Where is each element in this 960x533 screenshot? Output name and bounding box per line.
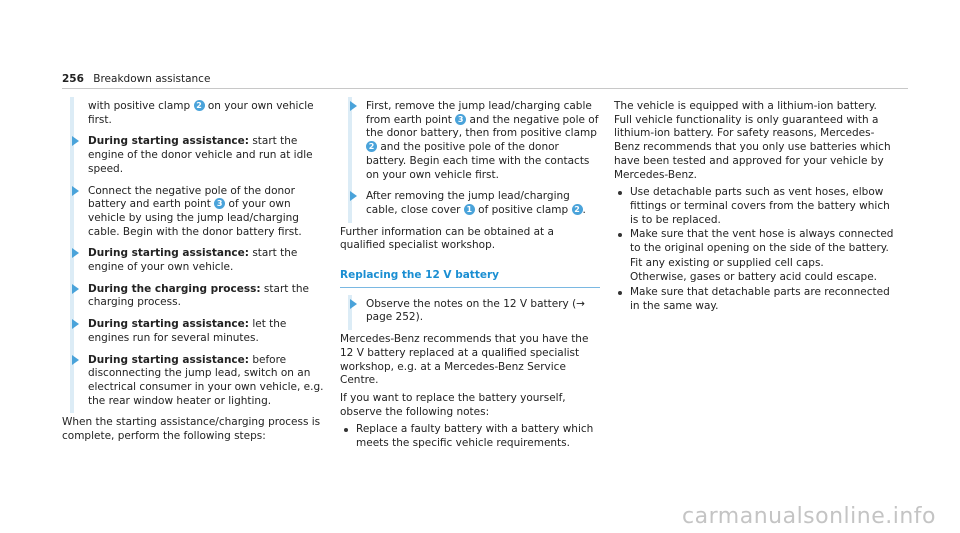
info-paragraph: Further information can be obtained at a qualified specialist workshop. — [340, 225, 554, 252]
step-arrow-icon — [350, 101, 357, 111]
step: After removing the jump lead/charging cable, close cover 1 of positive clamp 2 . — [340, 190, 600, 217]
callout-number: 1 — [464, 204, 475, 215]
bullet-icon — [618, 191, 622, 195]
section-title: Breakdown assistance — [93, 73, 211, 85]
list-item: Use detachable parts such as vent hoses, elbow fittings or terminal covers from the battery which is to be replaced. — [614, 186, 894, 227]
step-arrow-icon — [72, 186, 79, 196]
step: During starting assistance: start the engine of your own vehicle. — [62, 247, 324, 274]
list-item: Replace a faulty battery with a battery which meets the specific vehicle requirements. — [340, 423, 600, 450]
sub-paragraph: Otherwise, gases or battery acid could escape. — [630, 271, 878, 284]
bullet-icon — [344, 428, 348, 432]
column-3 — [614, 100, 894, 315]
callout-number: 3 — [214, 198, 225, 209]
step-bar — [70, 97, 74, 132]
bullet-icon — [618, 233, 622, 237]
step-arrow-icon — [72, 248, 79, 258]
step — [340, 298, 600, 325]
step: During the charging process: start the charging process. — [62, 283, 324, 310]
step: First, remove the jump lead/charging cable from earth point 3 and the negative pole of the donor battery, then from positive clamp 2 and the positive pole of the donor battery. Begin each time with the contacts on your own vehicle first. — [340, 100, 600, 182]
column-1 — [62, 100, 324, 448]
step: During starting assistance: start the engine of the donor vehicle and run at idle speed. — [62, 135, 324, 176]
step-arrow-icon — [350, 191, 357, 201]
callout-number: 3 — [455, 114, 466, 125]
step-continued: with positive clamp 2 on your own vehicle first. — [62, 100, 324, 127]
callout-number: 2 — [572, 204, 583, 215]
step-arrow-icon — [72, 355, 79, 365]
step-arrow-icon — [72, 284, 79, 294]
callout-number: 2 — [194, 100, 205, 111]
list-item: Make sure that detachable parts are reconnected in the same way. — [614, 286, 894, 313]
column-2 — [340, 100, 600, 452]
list-item: Make sure that the vent hose is always connected to the original opening on the side of the battery. — [614, 228, 894, 255]
step: During starting assistance: before disconnecting the jump lead, switch on an electrical consumer in your own vehicle, e.g. the rear window heater or lighting. — [62, 354, 324, 409]
bullet-list — [614, 186, 894, 256]
bullet-icon — [618, 291, 622, 295]
bullet-list — [614, 286, 894, 313]
step-arrow-icon — [350, 299, 357, 309]
paragraph: If you want to replace the battery yourself, observe the following notes: — [340, 391, 566, 418]
closing-paragraph: When the starting assistance/charging process is complete, perform the following steps: — [62, 416, 321, 443]
sub-paragraph: Fit any existing or supplied cell caps. — [630, 256, 824, 269]
page-number: 256 — [62, 73, 84, 85]
step-arrow-icon — [72, 136, 79, 146]
header-rule — [62, 88, 908, 89]
step: During starting assistance: let the engines run for several minutes. — [62, 318, 324, 345]
page-reference-link[interactable]: Observe the notes on the 12 V battery (→ page 252). — [366, 297, 585, 324]
page-header — [62, 73, 210, 85]
section-heading: Replacing the 12 V battery — [340, 269, 600, 288]
callout-number: 2 — [366, 141, 377, 152]
step: Connect the negative pole of the donor battery and earth point 3 of your own vehicle by using the jump lead/charging cable. Begin with the donor battery first. — [62, 185, 324, 240]
paragraph: The vehicle is equipped with a lithium-ion battery. Full vehicle functionality is only guaranteed with a lithium-ion battery. For safety reasons, Mercedes-Benz recommends that you only use batteries which have been tested and approved for your vehicle by Mercedes-Benz. — [614, 100, 891, 181]
paragraph: Mercedes-Benz recommends that you have the 12 V battery replaced at a qualified specialist workshop, e.g. at a Mercedes-Benz Service Centre. — [340, 333, 589, 387]
step-arrow-icon — [72, 319, 79, 329]
watermark: carmanualsonline.info — [682, 504, 936, 529]
bullet-list — [340, 423, 600, 450]
